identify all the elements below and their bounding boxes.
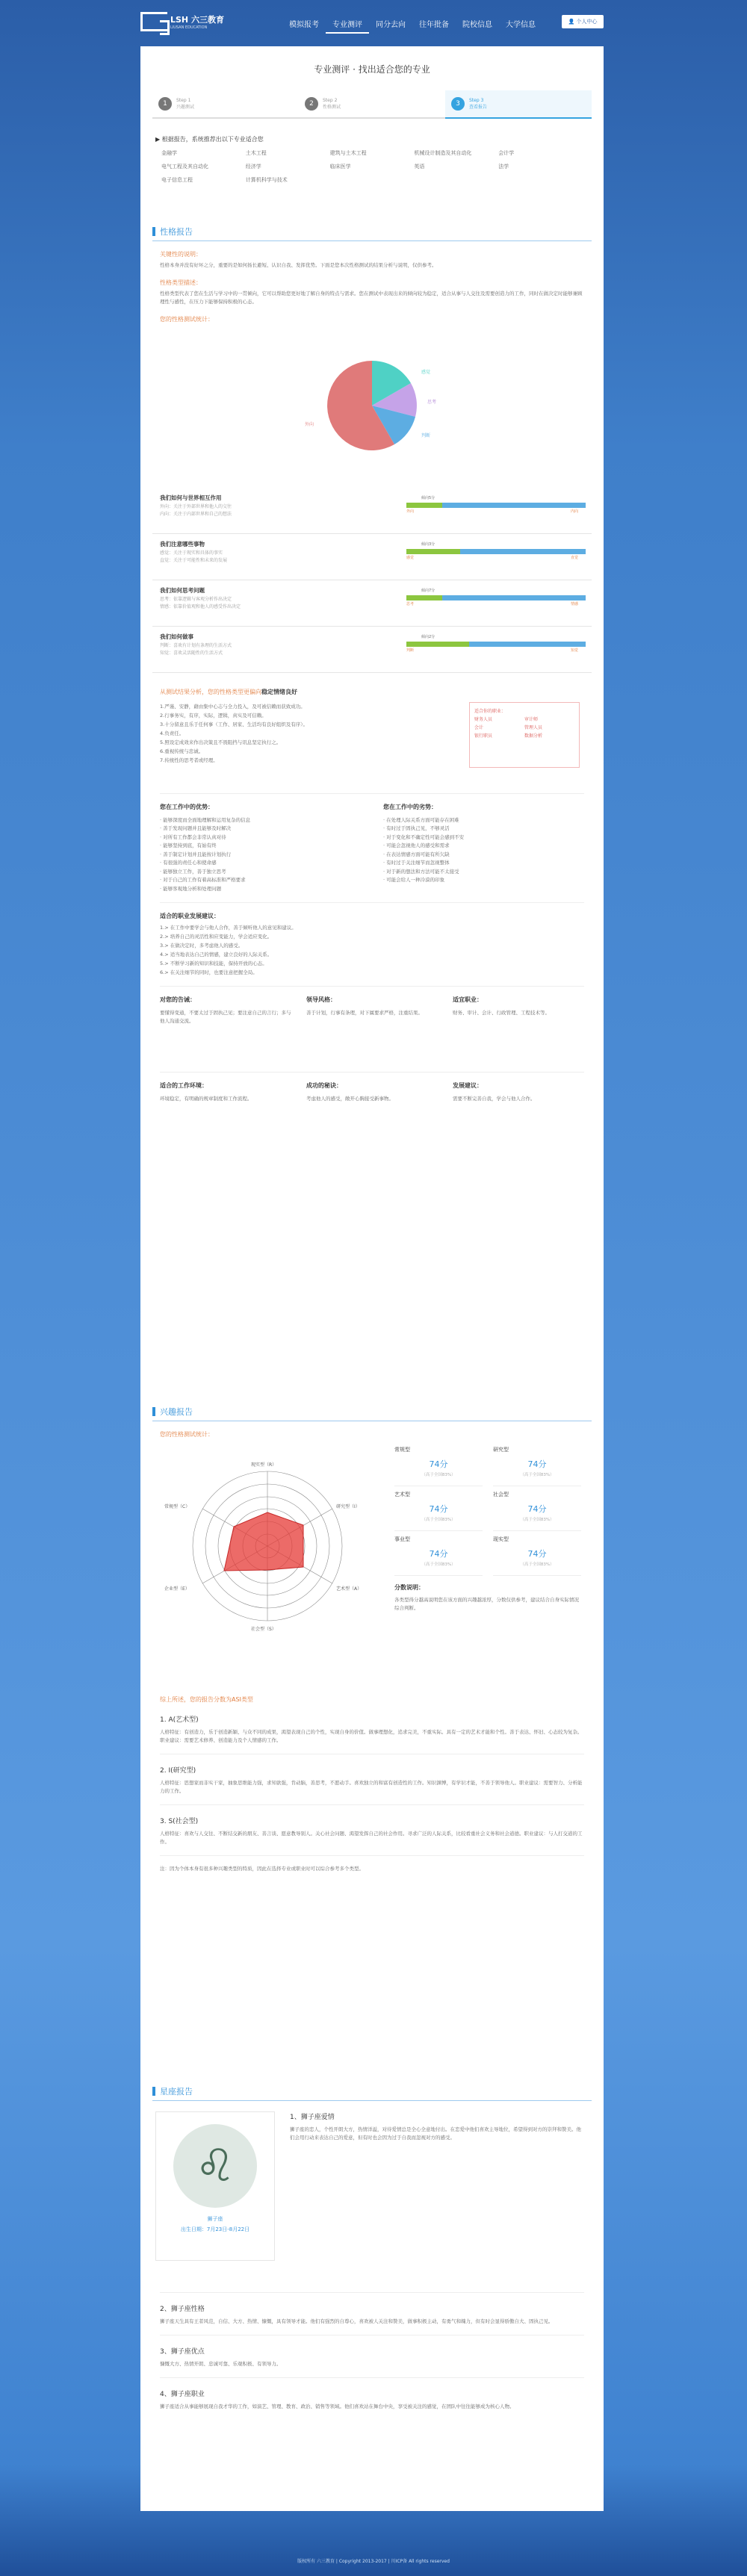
dimension-score: 倾向7分 bbox=[421, 589, 436, 593]
radar-label: 企业型（E） bbox=[164, 1586, 190, 1592]
dimension-desc: 情感：依靠价值观和他人的感受作出决定 bbox=[160, 604, 241, 609]
zodiac-heading: 1、狮子座爱情 bbox=[290, 2114, 335, 2121]
summary-title bbox=[160, 688, 584, 696]
zodiac-card bbox=[155, 2111, 275, 2261]
bar-left-label: 外向 bbox=[406, 509, 415, 514]
dimension-desc: 外向：关注于外部世界和他人的交往 bbox=[160, 504, 232, 509]
type-score: 74分 bbox=[527, 1459, 547, 1469]
zodiac-block bbox=[160, 2303, 584, 2326]
logo[interactable] bbox=[140, 12, 224, 31]
dimension-row bbox=[152, 627, 592, 673]
bar-right-label: 内向 bbox=[571, 509, 579, 514]
radar-label: 社会型（S） bbox=[251, 1627, 276, 1632]
weaknesses-col bbox=[383, 803, 584, 893]
type-name: 社会型 bbox=[493, 1492, 509, 1498]
zodiac-section-title: 星座报告 bbox=[152, 2085, 592, 2101]
pie-title: 您的性格测试统计： bbox=[160, 316, 214, 323]
career-item: 数据分析 bbox=[524, 733, 543, 739]
weakness-item: · 可能会给人一种冷漠的印象 bbox=[383, 877, 445, 883]
top-nav bbox=[0, 0, 747, 46]
advice-col bbox=[160, 996, 291, 1063]
advice-text: 财务、审计、会计、行政管理、工程技术等。 bbox=[453, 1009, 550, 1016]
major-item[interactable]: 经济学 bbox=[245, 164, 261, 170]
pie-label: 思考 bbox=[427, 400, 437, 405]
step-number: 2 bbox=[305, 97, 318, 111]
dimension-name: 我们如何与世界相互作用 bbox=[160, 494, 222, 501]
advice-title: 适宜职业： bbox=[453, 996, 483, 1003]
type-score: 74分 bbox=[429, 1504, 448, 1514]
radar-label: 研究型（I） bbox=[336, 1504, 360, 1509]
result-title: 综上所述，您的报告分数为ASI类型 bbox=[160, 1696, 253, 1703]
dimension-desc: 知觉：喜欢灵活随性的生活方式 bbox=[160, 651, 223, 656]
type-name: 常规型 bbox=[394, 1447, 410, 1453]
radar-label: 艺术型（A） bbox=[336, 1586, 362, 1592]
radar-svg bbox=[170, 1441, 365, 1651]
bar-left-label: 感觉 bbox=[406, 556, 415, 560]
result-heading: 2. I(研究型) bbox=[160, 1767, 196, 1775]
step-1[interactable] bbox=[152, 90, 299, 119]
zodiac-heading: 4、狮子座职业 bbox=[160, 2391, 205, 2398]
type-name: 现实型 bbox=[493, 1536, 509, 1542]
major-item[interactable]: 金融学 bbox=[161, 150, 177, 156]
nav-item-school-info[interactable]: 院校信息 bbox=[462, 21, 492, 29]
divider bbox=[160, 986, 584, 987]
weakness-item: · 有时过于固执己见，不够灵活 bbox=[383, 825, 450, 831]
step-number: 3 bbox=[451, 97, 465, 111]
interest-report bbox=[140, 1406, 604, 1873]
divider bbox=[160, 2335, 584, 2336]
logo-mark-icon bbox=[140, 12, 167, 31]
dimension-score: 倾向3分 bbox=[421, 542, 436, 547]
zodiac-text: 狮子座的恋人，个性开朗大方，热情洋溢，对待爱情总是全心全意地付出。在恋爱中他们喜欢主导地位，希望得到对方的崇拜和赞美。他们会用行动来表达自己的爱意，但有时也会因为过于自我而忽视对方的感受。 bbox=[290, 2126, 581, 2141]
summary-title-bold: 稳定情绪良好 bbox=[261, 689, 297, 695]
type-score: 74分 bbox=[429, 1549, 448, 1559]
summary-block bbox=[140, 702, 604, 784]
dimension-desc: 内向：关注于内部世界和自己的想法 bbox=[160, 512, 232, 517]
weakness-item: · 在表达情感方面可能有所欠缺 bbox=[383, 851, 450, 857]
bar-right-label: 直觉 bbox=[571, 556, 579, 560]
zodiac-name: 狮子座 bbox=[207, 2216, 223, 2222]
type-score: 74分 bbox=[429, 1459, 448, 1469]
radar-label: 常规型（C） bbox=[164, 1504, 190, 1509]
dimension-score: 倾向5分 bbox=[421, 496, 436, 500]
major-item[interactable]: 机械设计制造及其自动化 bbox=[414, 150, 472, 156]
summary-item: 5.照设定成效来作出决策且不畏阻挡与讯息坚定执行之。 bbox=[160, 739, 282, 745]
score-note-title: 分数说明： bbox=[394, 1584, 424, 1591]
step-number: 1 bbox=[158, 97, 172, 111]
type-score-card bbox=[493, 1441, 581, 1486]
advice-col bbox=[453, 996, 584, 1063]
weakness-item: · 可能会忽视他人的感受和需求 bbox=[383, 842, 450, 848]
type-score-card bbox=[493, 1531, 581, 1576]
nav-item-mock-apply[interactable]: 模拟报考 bbox=[289, 21, 319, 29]
step-desc: 性格测试 bbox=[323, 105, 341, 110]
strength-item: · 善于发现问题并且能够及时解决 bbox=[160, 825, 232, 831]
zodiac-text: 慷慨大方、热情开朗、忠诚可靠、乐观积极、有领导力。 bbox=[160, 2361, 282, 2367]
dimension-desc: 直觉：关注于可能性和未来的发展 bbox=[160, 558, 228, 563]
type-rank: （高于全国83%） bbox=[421, 1473, 456, 1477]
bar-right-label: 知觉 bbox=[571, 648, 579, 653]
type-score-card bbox=[394, 1486, 483, 1531]
result-heading: 1. A(艺术型) bbox=[160, 1716, 199, 1724]
advice-title: 对您的告诫： bbox=[160, 996, 196, 1003]
weakness-item: · 在处理人际关系方面可能存在困难 bbox=[383, 816, 459, 823]
weakness-item: · 对于新的想法和方法可能不太接受 bbox=[383, 868, 459, 875]
step-label: Step 2 bbox=[323, 98, 338, 103]
dimension-list bbox=[140, 488, 604, 673]
step-2[interactable] bbox=[299, 90, 445, 119]
career-item: 财务人员 bbox=[474, 717, 493, 722]
strengths-title: 您在工作中的优势： bbox=[160, 804, 214, 810]
zodiac-emblem bbox=[173, 2124, 257, 2208]
advice-col bbox=[306, 1081, 438, 1134]
summary-item: 4.负责任。 bbox=[160, 730, 185, 736]
career-suggestion-box bbox=[469, 702, 580, 768]
radar-area bbox=[224, 1512, 303, 1571]
dimension-bar-fill bbox=[406, 595, 442, 600]
major-item[interactable]: 土木工程 bbox=[245, 150, 267, 156]
user-center-label: 个人中心 bbox=[576, 19, 598, 25]
type-score: 74分 bbox=[527, 1549, 547, 1559]
dimension-bar bbox=[406, 503, 586, 508]
advice-row-2 bbox=[160, 1081, 584, 1134]
advice-row-1 bbox=[160, 996, 584, 1063]
type-score-card bbox=[493, 1486, 581, 1531]
major-item[interactable]: 英语 bbox=[414, 164, 425, 170]
pie-label: 判断 bbox=[421, 433, 431, 438]
majors-heading bbox=[155, 135, 589, 143]
dimension-name: 我们如何做事 bbox=[160, 633, 193, 640]
type-text: 性格类型代表了您在生活与学习中的一贯倾向，它可以帮助您更好地了解自身的特点与需求。您在测试中表现出来的倾向较为稳定，适合从事与人交往及需要创造力的工作，同时在做决定时能够兼顾理性与感性，在压力下能够保持积极的心态。 bbox=[160, 291, 583, 305]
dimension-bar bbox=[406, 642, 586, 647]
career-box-grid bbox=[474, 716, 574, 740]
type-score-card bbox=[394, 1531, 483, 1576]
step-desc: 查看报告 bbox=[469, 105, 488, 110]
result-block bbox=[160, 1714, 584, 1745]
career-box-title: 适合你的职业： bbox=[474, 709, 506, 714]
advice-col bbox=[306, 996, 438, 1063]
type-name: 艺术型 bbox=[394, 1492, 410, 1498]
advice-col bbox=[160, 1081, 291, 1134]
strength-item: · 对于自己的工作有着高标准和严格要求 bbox=[160, 877, 246, 883]
dimension-desc: 感觉：关注于现实和具体的事实 bbox=[160, 550, 223, 556]
zodiac-block bbox=[160, 2389, 584, 2411]
interest-chart-area bbox=[140, 1441, 604, 1666]
divider bbox=[160, 1804, 584, 1805]
nav-item-major-test[interactable]: 专业测评 bbox=[326, 18, 369, 34]
advice-title: 成功的秘诀： bbox=[306, 1082, 342, 1089]
step-desc: 兴趣测试 bbox=[176, 105, 195, 110]
summary-item: 1.严谨、安静，藉由集中心志与全力投入，及可被信赖而获致成功。 bbox=[160, 704, 306, 710]
nav-item-past-years[interactable]: 往年批备 bbox=[419, 21, 449, 29]
advice-text: 需要不断完善自我，学会与他人合作。 bbox=[453, 1095, 536, 1102]
recommended-majors bbox=[161, 149, 583, 184]
suggest-list bbox=[160, 923, 584, 977]
advice-title: 发展建议： bbox=[453, 1082, 483, 1089]
summary-title-text: 从测试结果分析，您的性格类型更偏向 bbox=[160, 689, 261, 695]
report-panel bbox=[140, 46, 604, 2511]
weakness-item: · 对于变化和不确定性可能会感到不安 bbox=[383, 834, 465, 840]
major-item[interactable]: 临床医学 bbox=[329, 164, 351, 170]
type-name: 研究型 bbox=[493, 1447, 509, 1453]
zodiac-report bbox=[140, 2085, 604, 2411]
divider bbox=[160, 2377, 584, 2378]
dimension-bar bbox=[406, 549, 586, 554]
major-item[interactable]: 电气工程及其自动化 bbox=[161, 164, 208, 170]
dimension-row bbox=[152, 488, 592, 534]
result-text: 人格特征：有创造力，乐于创造新颖、与众不同的成果，渴望表现自己的个性，实现自身的价值。做事理想化，追求完美，不重实际。具有一定的艺术才能和个性。善于表达、怀旧、心态较为复杂。职业建议：需要艺术修养、创造能力及个人情感的工作。 bbox=[160, 1729, 583, 1743]
weaknesses-title: 您在工作中的劣势： bbox=[383, 804, 437, 810]
divider bbox=[160, 902, 584, 903]
zodiac-heading: 3、狮子座优点 bbox=[160, 2348, 205, 2356]
footer: 版权所有 六三教育 | Copyright 2013-2017 | 川ICP备 All rights reserved bbox=[297, 2559, 450, 2564]
type-rank: （高于全国83%） bbox=[520, 1518, 554, 1522]
major-item[interactable]: 法学 bbox=[498, 164, 509, 170]
career-item: 银行职员 bbox=[474, 733, 493, 739]
summary-item: 6.重视传统与忠诚。 bbox=[160, 748, 204, 754]
dimension-bar-fill bbox=[406, 549, 460, 554]
personality-section-title: 性格报告 bbox=[152, 226, 592, 241]
nav-item-university-info[interactable]: 大学信息 bbox=[506, 21, 536, 29]
suggest-title: 适合的职业发展建议： bbox=[160, 913, 220, 919]
intro-text: 性格本身并没有好坏之分，重要的是如何扬长避短、认识自我、发挥优势。下面是您本次性格测试的结果分析与说明，仅供参考。 bbox=[160, 262, 437, 268]
result-text: 人格特征：思想家而非实干家，抽象思维能力强，求知欲强，肯动脑，善思考，不愿动手。喜欢独立的和富有创造性的工作。知识渊博，有学识才能，不善于领导他人。职业建议：需要智力、分析能力的工作。 bbox=[160, 1780, 583, 1794]
result-heading: 3. S(社会型) bbox=[160, 1818, 199, 1825]
advice-title: 适合的工作环境： bbox=[160, 1082, 208, 1089]
strength-item: · 有很强的责任心和使命感 bbox=[160, 860, 217, 866]
type-score-card bbox=[394, 1441, 483, 1486]
zodiac-text: 狮子座适合从事能够展现自我才华的工作，如演艺、管理、教育、政治、销售等领域。他们喜欢站在舞台中央，享受被关注的感觉，在团队中往往能够成为核心人物。 bbox=[160, 2403, 515, 2409]
pie-label: 外向 bbox=[305, 422, 314, 427]
intro-title: 关键性的说明： bbox=[160, 251, 202, 258]
interest-radar-chart bbox=[164, 1441, 365, 1651]
suggest-item: 3.> 在做决定时，多考虑他人的感受。 bbox=[160, 943, 244, 949]
zodiac-text: 狮子座天生具有王者风范，自信、大方、热情、慷慨，具有领导才能。他们有强烈的自尊心，喜欢被人关注和赞美，做事积极主动，有勇气和魄力，但有时会显得骄傲自大、固执己见。 bbox=[160, 2318, 554, 2324]
logo-subtext: LIUSAN EDUCATION bbox=[170, 25, 208, 30]
dimension-name: 我们如何思考问题 bbox=[160, 587, 205, 594]
strength-item: · 能够坚持到底，有始有终 bbox=[160, 842, 217, 848]
strength-item: · 能够独立工作，善于独立思考 bbox=[160, 868, 226, 875]
strength-item: · 能够客观地分析和处理问题 bbox=[160, 885, 222, 892]
personality-report bbox=[140, 226, 604, 1134]
advice-text: 要懂得变通，不要太过于固执己见；要注意自己的言行；多与他人沟通交流。 bbox=[160, 1009, 291, 1024]
dimension-bar-fill bbox=[406, 503, 442, 508]
user-icon: 👤 bbox=[568, 19, 575, 25]
advice-col bbox=[453, 1081, 584, 1134]
bar-left-label: 判断 bbox=[406, 648, 415, 653]
type-score: 74分 bbox=[527, 1504, 547, 1514]
majors-heading-text: 根据报告，系统推荐出以下专业适合您 bbox=[161, 136, 264, 143]
radar-title: 您的性格测试统计： bbox=[160, 1431, 214, 1438]
strength-weakness bbox=[160, 803, 584, 893]
dimension-row bbox=[152, 580, 592, 627]
advice-text: 善于计划，行事有条理，对下属要求严格，注重结果。 bbox=[306, 1009, 423, 1016]
major-item[interactable]: 建筑与土木工程 bbox=[329, 150, 367, 156]
zodiac-top bbox=[140, 2111, 604, 2283]
type-name: 事业型 bbox=[394, 1536, 410, 1542]
strength-item: · 善于制定计划并且能按计划执行 bbox=[160, 851, 232, 857]
result-block bbox=[160, 1765, 584, 1796]
result-text: 人格特征：喜欢与人交往、不断结交新的朋友、善言谈、愿意教导别人。关心社会问题、渴望发挥自己的社会作用。寻求广泛的人际关系，比较看重社会义务和社会道德。职业建议：与人打交道的工作。 bbox=[160, 1831, 583, 1845]
page-title: 专业测评 · 找出适合您的专业 bbox=[314, 64, 430, 75]
summary-item: 7.传统性的思考者或经理。 bbox=[160, 757, 218, 763]
divider bbox=[160, 1072, 584, 1073]
interest-section-title: 兴趣报告 bbox=[152, 1406, 592, 1421]
step-indicator bbox=[152, 90, 592, 119]
step-label: Step 1 bbox=[176, 98, 191, 103]
career-item: 管理人员 bbox=[524, 725, 543, 730]
dimension-row bbox=[152, 534, 592, 580]
dimension-score: 倾向2分 bbox=[421, 635, 436, 639]
divider bbox=[160, 2292, 584, 2293]
leo-icon: ♌ bbox=[195, 2140, 235, 2192]
personality-pie-chart bbox=[275, 331, 469, 480]
type-rank: （高于全国83%） bbox=[421, 1562, 456, 1567]
bar-right-label: 情感 bbox=[571, 602, 579, 606]
logo-text: LSH 六三教育 bbox=[170, 15, 224, 25]
zodiac-block bbox=[160, 2346, 584, 2368]
zodiac-heading: 2、狮子座性格 bbox=[160, 2306, 205, 2313]
step-label: Step 3 bbox=[469, 98, 484, 103]
type-rank: （高于全国83%） bbox=[421, 1518, 456, 1522]
bar-left-label: 思考 bbox=[406, 602, 415, 606]
dimension-desc: 判断：喜欢有计划有条理的生活方式 bbox=[160, 643, 232, 648]
major-item[interactable]: 会计学 bbox=[498, 150, 515, 156]
suggest-item: 2.> 培养自己的灵活性和应变能力，学会适应变化。 bbox=[160, 934, 273, 940]
advice-title: 领导风格： bbox=[306, 996, 336, 1003]
suggest-item: 6.> 在关注细节的同时，也要注意把握全局。 bbox=[160, 969, 258, 975]
major-item[interactable]: 电子信息工程 bbox=[161, 177, 193, 183]
career-item: 审计师 bbox=[524, 717, 539, 722]
strength-item: · 对所有工作都会非常认真对待 bbox=[160, 834, 226, 840]
user-center-button[interactable] bbox=[562, 15, 604, 28]
pie-svg bbox=[275, 331, 469, 480]
step-3[interactable] bbox=[445, 90, 592, 119]
suggest-item: 5.> 不断学习新的知识和技能，保持开放的心态。 bbox=[160, 960, 267, 966]
result-note: 注：因为个体本身有很多种兴趣类型的特质，因此在选择专业或职业时可以综合参考多个类型。 bbox=[160, 1866, 364, 1872]
main-nav bbox=[282, 18, 542, 34]
type-rank: （高于全国83%） bbox=[520, 1562, 554, 1567]
major-item[interactable]: 计算机科学与技术 bbox=[245, 177, 288, 183]
advice-text: 环境稳定，有明确的规章制度和工作流程。 bbox=[160, 1095, 252, 1102]
type-title: 性格类型描述： bbox=[160, 279, 202, 286]
advice-text: 考虑他人的感受，敞开心胸接受新事物。 bbox=[306, 1095, 394, 1102]
summary-item: 3.十分留意且乐于任何事（工作、居家、生活均有良好组织及有序）。 bbox=[160, 721, 308, 727]
score-note-text: 各类型得分越高说明您在该方面的兴趣越浓厚，分数仅供参考，建议结合自身实际情况综合判断。 bbox=[394, 1597, 579, 1611]
interest-type-scores bbox=[394, 1441, 581, 1613]
result-block bbox=[160, 1816, 584, 1846]
divider bbox=[160, 1855, 584, 1856]
zodiac-love bbox=[290, 2111, 586, 2142]
strengths-col bbox=[160, 803, 361, 893]
dimension-name: 我们注意哪些事物 bbox=[160, 541, 205, 547]
dimension-bar-fill bbox=[406, 642, 469, 647]
divider bbox=[160, 793, 584, 794]
career-item: 会计 bbox=[474, 725, 484, 730]
nav-item-same-score[interactable]: 同分去向 bbox=[376, 21, 406, 29]
suggest-item: 1.> 在工作中要学会与他人合作，善于倾听他人的意见和建议。 bbox=[160, 925, 297, 931]
suggest-item: 4.> 适当地表达自己的情感，建立良好的人际关系。 bbox=[160, 952, 273, 958]
strength-item: · 能够深度而全面地理解和运用复杂的信息 bbox=[160, 816, 251, 823]
dimension-desc: 思考：依靠逻辑与客观分析作出决定 bbox=[160, 597, 232, 602]
type-rank: （高于全国83%） bbox=[520, 1473, 554, 1477]
dimension-bar bbox=[406, 595, 586, 600]
score-note bbox=[394, 1583, 581, 1613]
radar-label: 现实型（R） bbox=[251, 1462, 277, 1468]
summary-item: 2.行事务实，有序，实际，逻辑，真实及可信赖。 bbox=[160, 713, 267, 719]
logo-text-block bbox=[170, 13, 224, 30]
weakness-item: · 有时过于关注细节而忽视整体 bbox=[383, 860, 450, 866]
triangle-icon: ▶ bbox=[155, 136, 162, 143]
zodiac-date: 出生日期：7月23日-8月22日 bbox=[180, 2226, 250, 2232]
pie-label: 感觉 bbox=[421, 370, 431, 375]
